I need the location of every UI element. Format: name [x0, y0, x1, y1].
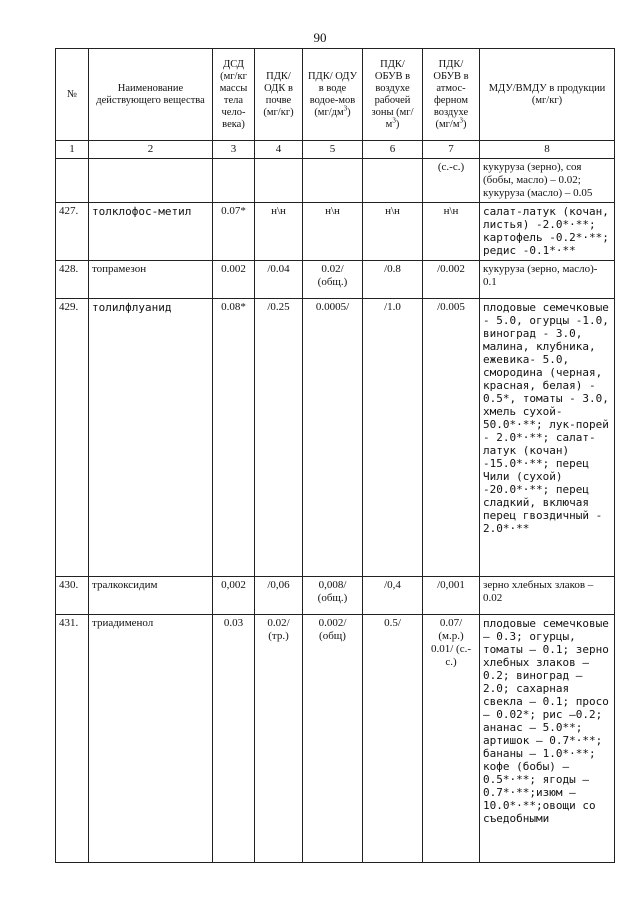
cell-atm: н\н: [423, 203, 480, 261]
header-mdu: МДУ/ВМДУ в продукции (мг/кг): [480, 49, 615, 141]
column-number: 8: [480, 141, 615, 159]
cell-name: тралкоксидим: [89, 577, 213, 615]
cell-atm: /0.005: [423, 299, 480, 577]
cell-water: 0.0005/: [303, 299, 363, 577]
cell-dsd: 0.07*: [213, 203, 255, 261]
cell-water: н\н: [303, 203, 363, 261]
column-number-row: [56, 141, 615, 159]
header-pdk-atm-sup: 3: [459, 116, 463, 124]
cell-num: 427.: [56, 203, 89, 261]
cell-work: 0.5/: [363, 615, 423, 863]
header-pdk-soil: ПДК/ ОДК в почве (мг/кг): [255, 49, 303, 141]
cell-soil: н\н: [255, 203, 303, 261]
cell-soil: /0.04: [255, 261, 303, 299]
header-num: №: [56, 49, 89, 141]
header-pdk-atm-text: ПДК/ ОБУВ в атмос-ферном воздухе (мг/м: [433, 58, 469, 130]
column-number: 6: [363, 141, 423, 159]
cell-mdu: плодовые семечковые - 5.0, огурцы -1.0, виноград - 3.0, малина, клубника, ежевика- 5.0, смородина (черная, красная, белая) - 0.5*, томаты - 3.0, хмель сухой- 50.0*·**; лук-порей - 2.0*·**; салат-латук (кочан) -15.0*·**; перец Чили (сухой) -20.0*·**; перец сладкий, включая перец гвоздичный - 2.0*·**: [480, 299, 615, 577]
cell-name: триадименол: [89, 615, 213, 863]
cell-soil: 0.02/ (тр.): [255, 615, 303, 863]
cell-name: топрамезон: [89, 261, 213, 299]
table-row: [56, 299, 615, 577]
cell-water: 0.02/ (общ.): [303, 261, 363, 299]
cell-name: [89, 159, 213, 203]
header-pdk-work-end: ): [395, 118, 400, 130]
header-pdk-work: [363, 49, 423, 141]
column-number: 1: [56, 141, 89, 159]
cell-mdu: кукуруза (зерно, масло)- 0.1: [480, 261, 615, 299]
cell-soil: /0.25: [255, 299, 303, 577]
header-pdk-water-text: ПДК/ ОДУ в воде водое-мов (мг/дм: [307, 70, 358, 118]
cell-work: /0.8: [363, 261, 423, 299]
cell-num: 431.: [56, 615, 89, 863]
table-row: [56, 261, 615, 299]
cell-atm: /0,001: [423, 577, 480, 615]
cell-num: 429.: [56, 299, 89, 577]
cell-num: 430.: [56, 577, 89, 615]
table-row: [56, 159, 615, 203]
cell-dsd: 0,002: [213, 577, 255, 615]
header-pdk-work-text: ПДК/ ОБУВ в воздухе рабочей зоны (мг/м: [371, 58, 414, 130]
cell-dsd: 0.002: [213, 261, 255, 299]
cell-num: [56, 159, 89, 203]
column-number: 2: [89, 141, 213, 159]
cell-dsd: 0.08*: [213, 299, 255, 577]
cell-dsd: [213, 159, 255, 203]
column-number: 7: [423, 141, 480, 159]
header-pdk-water-sup: 3: [343, 104, 348, 112]
cell-num: 428.: [56, 261, 89, 299]
column-number: 3: [213, 141, 255, 159]
table-row: [56, 615, 615, 863]
cell-work: /1.0: [363, 299, 423, 577]
header-pdk-water-end: ): [347, 106, 351, 118]
cell-work: /0,4: [363, 577, 423, 615]
cell-mdu: зерно хлебных злаков – 0.02: [480, 577, 615, 615]
header-pdk-work-sup: 3: [392, 116, 396, 124]
header-row: [56, 49, 615, 141]
cell-mdu: салат-латук (кочан, листья) -2.0*·**; картофель -0.2*·**; редис -0.1*·**: [480, 203, 615, 261]
cell-water: 0,008/ (общ.): [303, 577, 363, 615]
cell-water: [303, 159, 363, 203]
cell-name: толилфлуанид: [89, 299, 213, 577]
table-row: [56, 203, 615, 261]
cell-atm: (с.-с.): [423, 159, 480, 203]
cell-atm: /0.002: [423, 261, 480, 299]
cell-mdu: плодовые семечковые – 0.3; огурцы, томаты – 0.1; зерно хлебных злаков – 0.2; виноград – 2.0; сахарная свекла – 0.1; просо – 0.02*; рис –0.2; ананас – 5.0**; артишок – 0.7*·**; бананы – 1.0*·**; кофе (бобы) – 0.5*·**; ягоды – 0.7*·**;изюм – 10.0*·**;овощи со съедобными: [480, 615, 615, 863]
cell-soil: [255, 159, 303, 203]
page-number: 90: [313, 30, 327, 45]
header-name: Наименование действующего вещества: [89, 49, 213, 141]
cell-mdu: кукуруза (зерно), соя (бобы, масло) – 0.02; кукуруза (масло) – 0.05: [480, 159, 615, 203]
header-dsd: ДСД (мг/кг массы тела чело-века): [213, 49, 255, 141]
column-number: 5: [303, 141, 363, 159]
header-pdk-water: [303, 49, 363, 141]
column-number: 4: [255, 141, 303, 159]
pesticide-table: [55, 48, 615, 863]
cell-soil: /0,06: [255, 577, 303, 615]
cell-work: н\н: [363, 203, 423, 261]
cell-work: [363, 159, 423, 203]
header-pdk-atm-end: ): [463, 118, 467, 130]
header-pdk-atm: [423, 49, 480, 141]
table-row: [56, 577, 615, 615]
cell-name: толклофос-метил: [89, 203, 213, 261]
cell-atm: 0.07/ (м.р.) 0.01/ (с.-с.): [423, 615, 480, 863]
cell-dsd: 0.03: [213, 615, 255, 863]
cell-water: 0.002/ (общ): [303, 615, 363, 863]
